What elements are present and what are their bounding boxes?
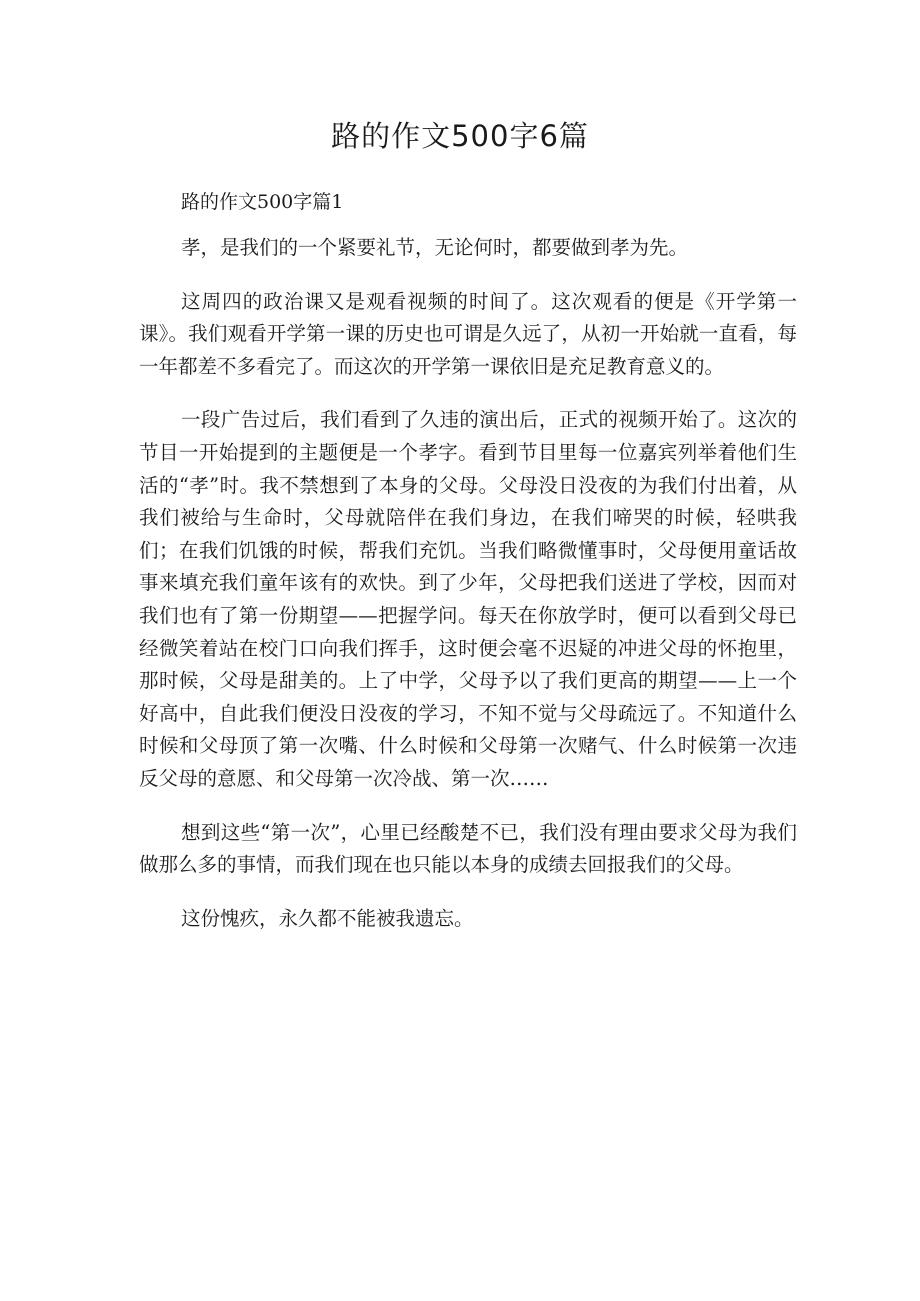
paragraph: 这周四的政治课又是观看视频的时间了。这次观看的便是《开学第一课》。我们观看开学第一课的历史也可谓是久远了，从初一开始就一直看，每一年都差不多看完了。而这次的开学第一课依旧是充足教育意义的。 [139,289,797,378]
paragraph: 这份愧疚，永久都不能被我遗忘。 [181,906,474,930]
essay-body [139,232,797,956]
paragraph: 孝，是我们的一个紧要礼节，无论何时，都要做到孝为先。 [181,236,689,259]
essay-heading: 路的作文500字篇1 [181,191,344,213]
paragraph: 想到这些“第一次”，心里已经酸楚不已，我们没有理由要求父母为我们做那么多的事情，而我们现在也只能以本身的成绩去回报我们的父母。 [139,820,797,877]
paragraph: 一段广告过后，我们看到了久违的演出后，正式的视频开始了。这次的节目一开始提到的主题便是一个孝字。看到节目里每一位嘉宾列举着他们生活的“孝”时。我不禁想到了本身的父母。父母没日没夜的为我们付出着，从我们被给与生命时，父母就陪伴在我们身边，在我们啼哭的时候，轻哄我们；在我们饥饿的时候，帮我们充饥。当我们略微懂事时，父母便用童话故事来填充我们童年该有的欢快。到了少年，父母把我们送进了学校，因而对我们也有了第一份期望——把握学问。每天在你放学时，便可以看到父母已经微笑着站在校门口向我们挥手，这时便会毫不迟疑的冲进父母的怀抱里，那时候，父母是甜美的。上了中学，父母予以了我们更高的期望——上一个好高中，自此我们便没日没夜的学习，不知不觉与父母疏远了。不知道什么时候和父母顶了第一次嘴、什么时候和父母第一次赌气、什么时候第一次违反父母的意愿、和父母第一次冷战、第一次…… [139,408,797,790]
document-title: 路的作文500字6篇 [331,119,589,153]
